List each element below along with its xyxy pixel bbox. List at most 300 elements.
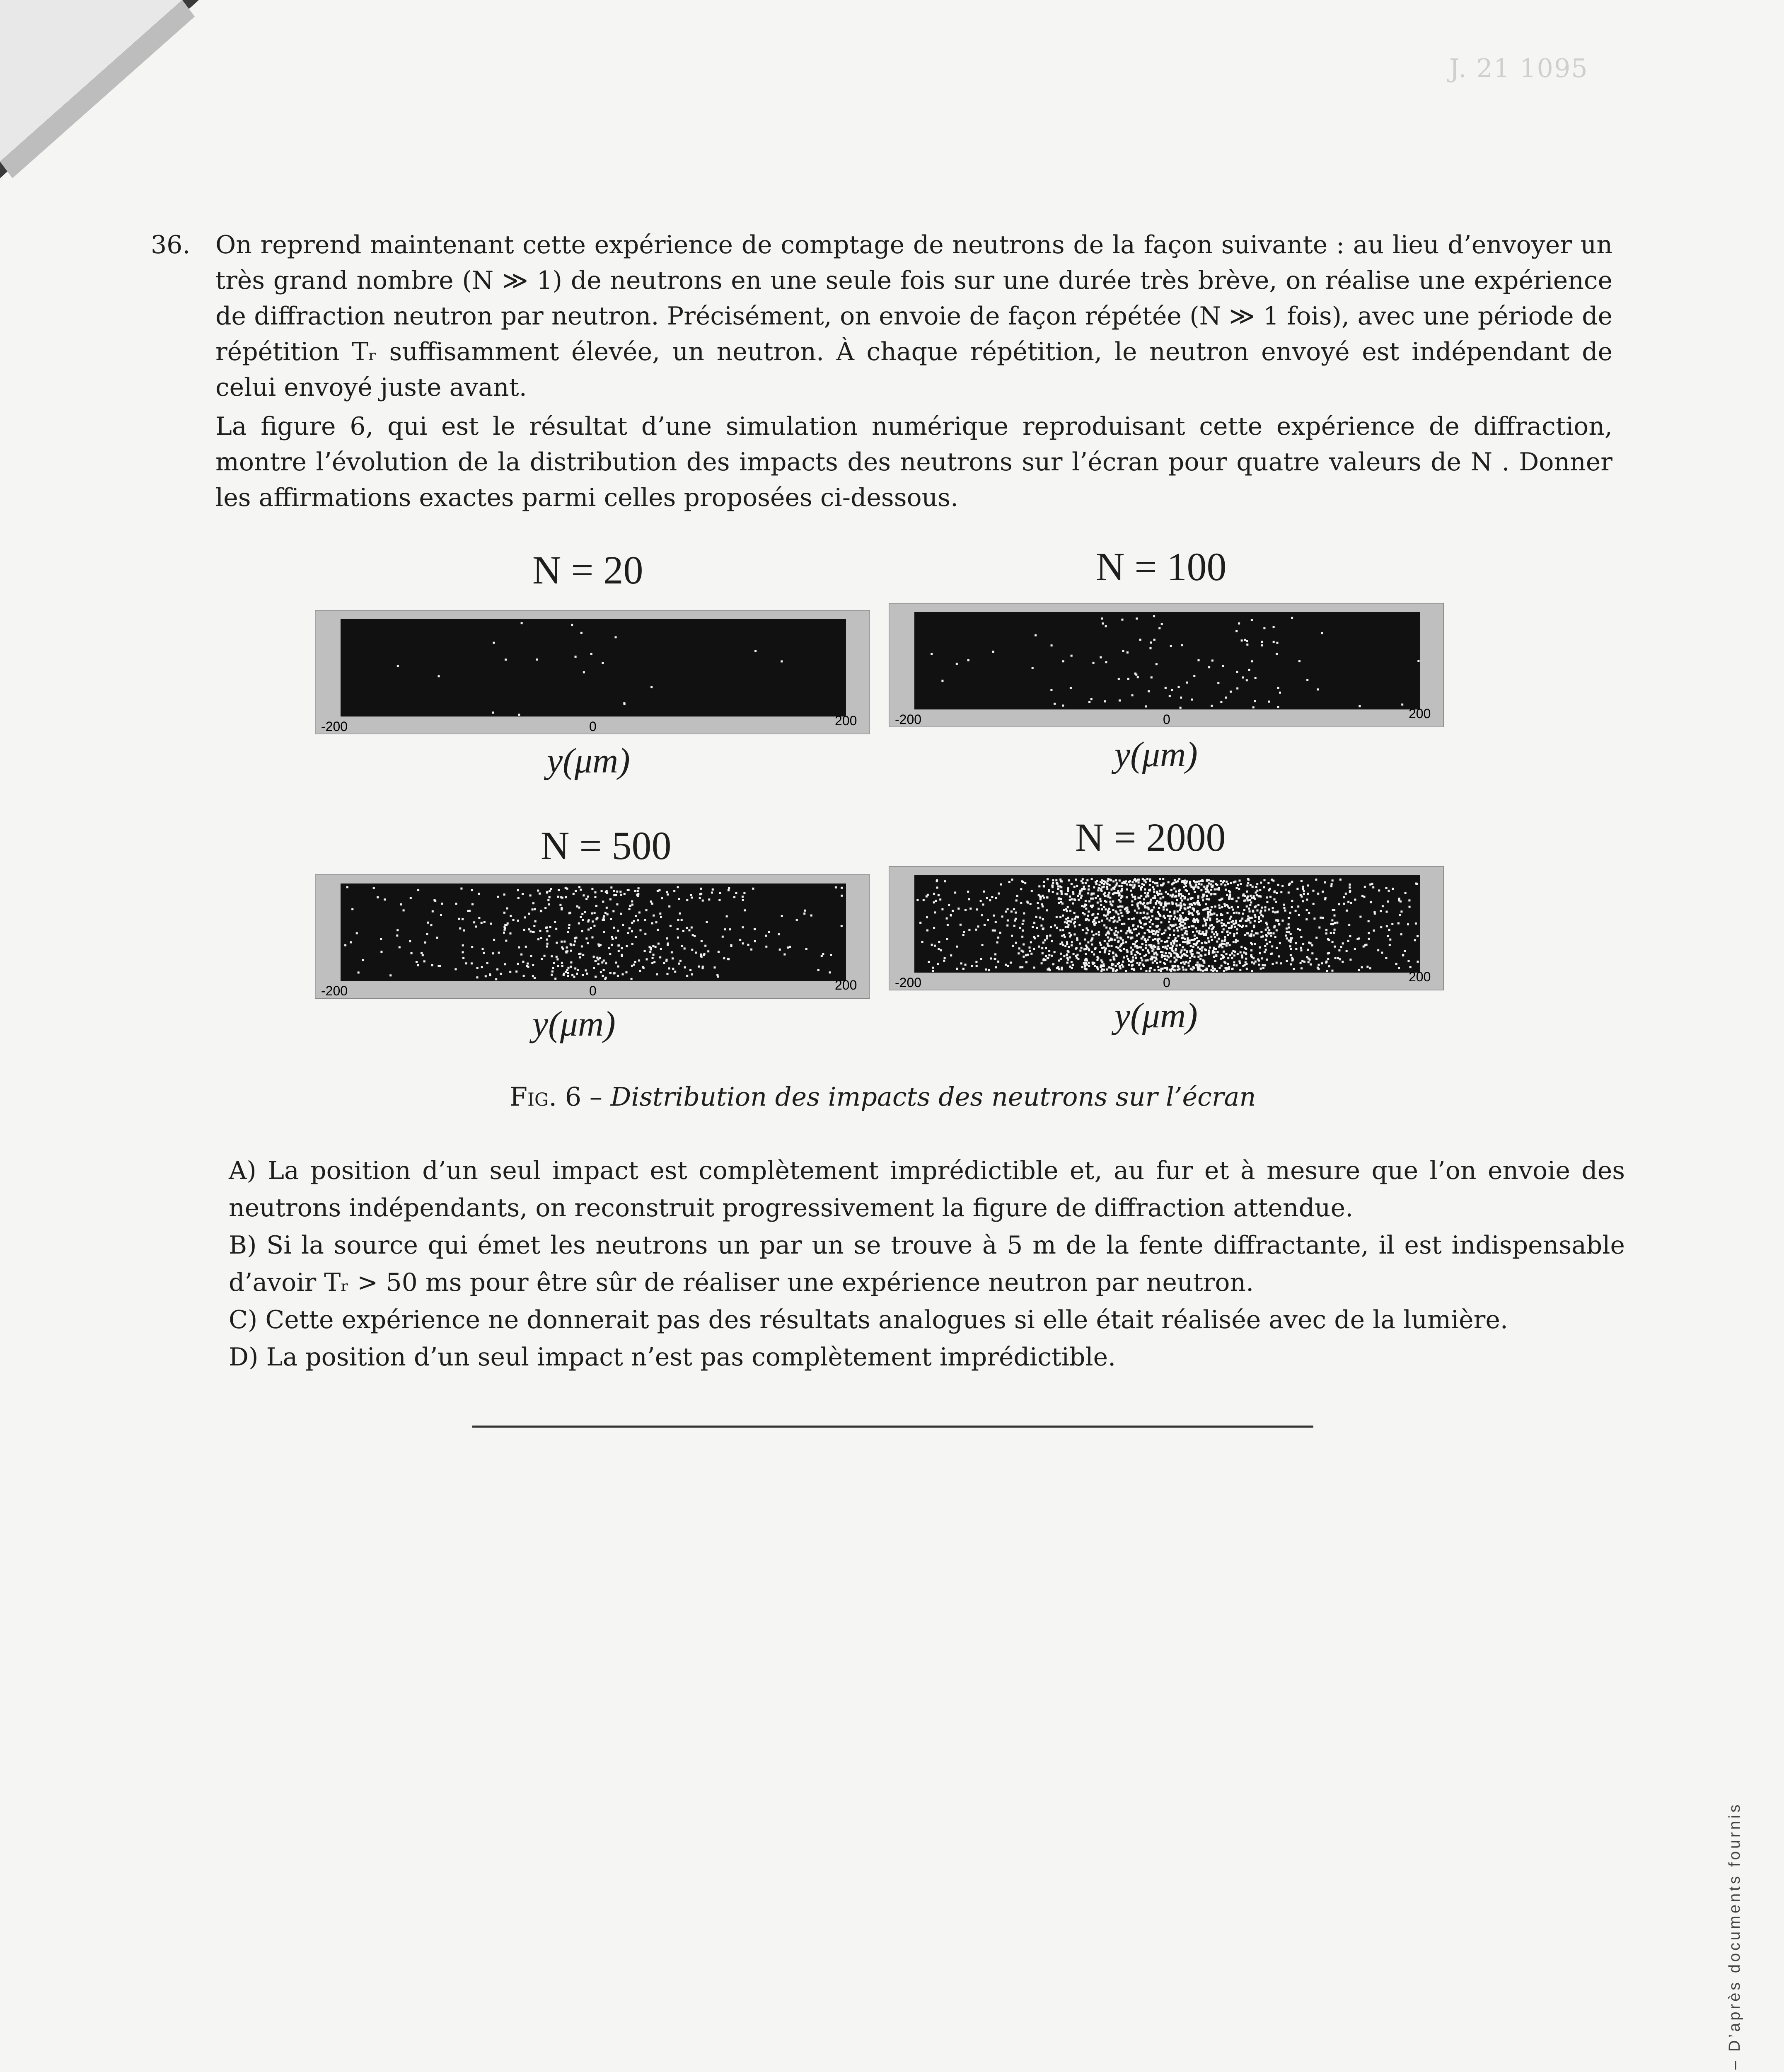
impact-dot [1060,953,1062,955]
impact-dot [1090,939,1092,942]
impact-dot [1035,634,1037,637]
impact-dot [1138,879,1140,881]
impact-dot [1180,957,1182,959]
impact-dot [1066,893,1068,895]
impact-dot [1284,907,1286,909]
impact-dot [583,671,585,673]
impact-dot [689,969,691,971]
impact-dot [1226,942,1228,944]
impact-dot [1303,961,1305,963]
impact-dot [926,929,928,932]
impact-dot [1232,909,1234,911]
impact-dot [1037,902,1039,904]
impact-dot [1174,939,1176,942]
impact-dot [534,977,536,979]
impact-dot [1254,920,1256,922]
impact-dot [1404,892,1407,894]
impact-dot [1062,915,1064,917]
impact-dot [668,905,670,908]
impact-dot [1106,888,1108,890]
impact-dot [1373,929,1375,932]
impact-dot [704,945,706,947]
impact-dot [1273,641,1275,643]
impact-dot [1131,937,1134,939]
impact-dot [1380,926,1382,928]
impact-dot [1103,925,1105,927]
impact-dot [557,896,559,898]
impact-dot [1245,953,1247,955]
impact-dot [548,935,550,937]
impact-dot [544,955,546,957]
impact-dot [1153,948,1155,950]
impact-dot [1374,913,1376,915]
impact-dot [1198,883,1200,885]
impact-dot [1041,962,1043,964]
impact-dot [1325,897,1327,899]
impact-dot [1183,886,1185,888]
impact-dot [1148,916,1150,918]
impact-dot [1282,920,1284,922]
impact-dot [1126,651,1129,654]
impact-dot [1255,677,1257,679]
impact-dot [744,909,746,911]
impact-dot [1154,960,1156,962]
impact-dot [1081,947,1083,949]
impact-dot [962,968,965,970]
impact-dot [1226,904,1228,906]
impact-dot [1067,906,1069,908]
impact-dot [1172,894,1174,896]
impact-dot [1223,951,1225,953]
impact-dot [1075,948,1077,950]
impact-dot [1207,937,1209,939]
impact-dot [1114,920,1116,922]
impact-dot [1188,926,1190,928]
impact-dot [1215,955,1217,957]
impact-dot [605,962,607,964]
impact-dot [1117,932,1119,934]
impact-dot [1071,655,1073,657]
impact-dot [1291,617,1293,619]
impact-dot [562,948,564,950]
impact-dot [1276,653,1278,655]
impact-dot [1083,948,1085,950]
impact-dot [1238,622,1240,625]
impact-dot [567,931,569,933]
impact-dot [1255,916,1257,918]
impact-dot [651,962,653,964]
impact-dot [1169,915,1171,917]
impact-dot [1301,896,1303,898]
impact-dot [1093,886,1095,888]
impact-dot [987,919,989,921]
impact-dot [989,899,991,901]
impact-dot [1176,917,1178,920]
impact-dot [1149,889,1151,891]
impact-dot [651,903,653,905]
impact-dot [976,965,978,967]
impact-dot [968,898,970,900]
source-note: D’après documents fournis [1726,1802,1743,2052]
impact-dot [1301,936,1303,938]
impact-dot [1315,937,1317,939]
impact-dot [1096,917,1098,919]
impact-dot [1172,945,1174,947]
impact-dot [1131,918,1133,920]
impact-dot [1041,903,1043,905]
impact-dot [1194,956,1196,958]
impact-dot [1249,904,1251,906]
impact-dot [681,919,683,921]
impact-dot [585,937,587,939]
impact-dot [1240,946,1243,948]
impact-dot [1291,957,1293,959]
impact-dot [540,910,542,912]
impact-dot [1343,903,1345,905]
impact-dot [1115,884,1117,886]
impact-dot [1097,902,1099,904]
impact-dot [1150,946,1152,948]
impact-dot [517,963,519,965]
impact-dot [1069,896,1071,898]
impact-dot [1400,910,1402,913]
impact-dot [1193,967,1195,969]
impact-dot [485,975,487,977]
impact-dot [726,915,728,917]
impact-dot [1190,950,1192,952]
impact-dot [1368,932,1370,934]
impact-dot [396,934,398,937]
impact-dot [1175,924,1177,926]
impact-dot [1193,943,1195,945]
impact-dot [1164,967,1166,969]
impact-dot [1155,663,1158,665]
impact-dot [1202,925,1204,927]
impact-dot [1014,920,1016,922]
impact-dot [1218,920,1220,922]
impact-dot [1218,887,1220,889]
impact-dot [1112,900,1114,903]
impact-dot [1214,905,1216,908]
impact-dot [1194,891,1196,893]
impact-dot [1178,890,1180,892]
detector-screen [341,619,846,716]
impact-dot [1150,910,1152,912]
impact-dot [956,946,958,948]
impact-dot [1182,895,1184,897]
impact-dot [707,950,709,952]
impact-dot [1084,966,1086,968]
impact-dot [783,954,786,956]
impact-dot [728,887,730,889]
impact-dot [1388,929,1390,931]
impact-dot [1171,896,1173,898]
impact-dot [1152,939,1154,941]
impact-dot [1216,884,1218,886]
impact-dot [1082,912,1084,914]
impact-dot [995,897,997,899]
impact-dot [1071,898,1073,900]
impact-dot [1145,944,1147,946]
impact-dot [1163,908,1165,910]
impact-dot [1000,884,1002,886]
impact-dot [1198,932,1200,934]
impact-dot [1227,957,1229,959]
impact-dot [528,928,530,930]
impact-dot [1101,882,1103,884]
impact-dot [650,900,652,903]
impact-dot [1109,901,1111,903]
impact-dot [1259,946,1261,949]
impact-dot [1066,962,1068,964]
impact-dot [1402,954,1404,956]
impact-dot [1387,935,1389,937]
impact-dot [1133,968,1135,971]
impact-dot [1187,907,1189,909]
impact-dot [752,888,754,890]
impact-dot [1166,909,1168,911]
impact-dot [677,919,679,921]
impact-dot [1209,911,1211,913]
impact-dot [583,894,585,896]
impact-dot [957,908,960,910]
impact-dot [1260,968,1262,970]
detector-screen [914,612,1420,709]
impact-dot [1120,937,1122,939]
impact-dot [1202,970,1204,972]
impact-dot [1223,970,1225,972]
impact-dot [967,891,969,893]
impact-dot [653,915,655,917]
impact-dot [635,915,637,917]
impact-dot [1098,887,1100,889]
impact-dot [1168,921,1170,923]
impact-dot [1230,691,1232,693]
impact-dot [1134,943,1136,945]
impact-dot [934,911,936,913]
impact-dot [1208,953,1210,955]
impact-dot [1361,895,1363,897]
impact-dot [1049,934,1052,937]
impact-dot [754,940,756,942]
impact-dot [1206,887,1208,889]
impact-dot [1164,941,1166,943]
impact-dot [1154,895,1156,897]
impact-dot [936,879,938,881]
impact-dot [1235,964,1238,966]
impact-dot [1221,906,1223,908]
impact-dot [1253,895,1255,897]
impact-dot [1138,897,1140,899]
impact-dot [1210,884,1212,886]
impact-dot [458,918,460,920]
impact-dot [765,946,767,948]
impact-dot [1230,916,1232,918]
impact-dot [1042,942,1044,944]
impact-dot [1010,962,1012,964]
panel-2-n-label: N = 100 [1096,545,1227,589]
impact-dot [1042,905,1044,908]
impact-dot [652,945,654,947]
impact-dot [1273,926,1275,928]
impact-dot [380,938,382,940]
impact-dot [971,965,973,967]
impact-dot [1391,923,1393,925]
impact-dot [1188,893,1190,895]
impact-dot [615,961,617,963]
impact-dot [1290,933,1292,935]
impact-dot [1167,945,1169,947]
impact-dot [594,912,596,914]
impact-dot [686,927,688,929]
impact-dot [944,880,946,882]
impact-dot [1146,970,1148,972]
impact-dot [1317,688,1319,690]
impact-dot [1156,885,1158,887]
impact-dot [1228,898,1230,900]
impact-dot [1122,961,1124,963]
impact-dot [1170,970,1172,972]
impact-dot [1182,921,1184,923]
impact-dot [373,887,375,889]
impact-dot [577,969,579,971]
impact-dot [1178,895,1180,897]
impact-dot [1212,951,1214,954]
impact-dot [1045,955,1047,957]
impact-dot [1132,956,1134,959]
printer-side-note [1726,1802,1744,2072]
impact-dot [1313,917,1315,920]
impact-dot [1109,920,1111,922]
impact-dot [1175,903,1177,905]
impact-dot [1101,961,1103,963]
impact-dot [1280,962,1282,964]
impact-dot [701,956,703,958]
impact-dot [1112,893,1114,895]
impact-dot [1293,968,1295,970]
impact-dot [1188,965,1190,967]
impact-dot [1138,933,1140,935]
impact-dot [1226,968,1228,970]
impact-dot [616,891,618,893]
impact-dot [1082,878,1084,880]
impact-dot [1279,942,1281,944]
impact-dot [1054,925,1056,927]
impact-dot [1123,923,1125,925]
impact-dot [1156,954,1158,956]
impact-dot [1207,911,1209,913]
impact-dot [1131,894,1133,896]
impact-dot [1303,893,1305,895]
impact-dot [1114,932,1116,934]
impact-dot [1090,893,1093,896]
impact-dot [1135,880,1137,882]
impact-dot [1046,937,1048,939]
impact-dot [1148,936,1151,938]
impact-dot [1119,885,1121,887]
impact-dot [695,951,697,954]
impact-dot [1122,882,1124,884]
impact-dot [1201,896,1204,898]
impact-dot [1248,669,1250,671]
impact-dot [1333,932,1335,934]
impact-dot [1154,897,1156,899]
impact-dot [601,961,603,963]
impact-dot [1217,951,1219,953]
impact-dot [1131,964,1134,966]
impact-dot [1099,898,1101,900]
impact-dot [997,961,999,963]
impact-dot [1019,966,1021,968]
impact-dot [1173,952,1175,954]
impact-dot [1046,896,1048,898]
impact-dot [1067,887,1069,889]
impact-dot [1328,965,1330,967]
impact-dot [1291,881,1293,883]
impact-dot [624,893,626,895]
impact-dot [1149,926,1151,928]
impact-dot [1246,905,1248,908]
impact-dot [1270,932,1272,934]
impact-dot [1183,903,1185,905]
impact-dot [1138,885,1140,887]
impact-dot [1296,888,1298,890]
impact-dot [1029,946,1031,949]
impact-dot [1328,952,1330,954]
impact-dot [610,918,612,920]
impact-dot [471,946,473,948]
impact-dot [1176,905,1178,907]
impact-dot [606,892,608,894]
impact-dot [1219,967,1221,969]
impact-dot [1156,962,1158,964]
impact-dot [1214,888,1216,891]
impact-dot [829,971,831,973]
impact-dot [1182,961,1184,963]
impact-dot [539,930,541,932]
impact-dot [1258,895,1260,897]
impact-dot [1143,898,1145,900]
impact-dot [1073,886,1076,888]
impact-dot [1359,705,1361,707]
impact-dot [1117,913,1119,915]
impact-dot [1264,910,1266,912]
impact-dot [1185,930,1187,932]
impact-dot [1049,969,1051,971]
impact-dot [1093,920,1095,922]
impact-dot [1117,921,1119,923]
impact-dot [591,888,593,890]
impact-dot [1361,966,1363,968]
impact-dot [1231,957,1233,959]
impact-dot [1349,890,1351,892]
impact-dot [1134,896,1136,898]
impact-dot [1138,964,1140,966]
impact-dot [1368,938,1370,940]
impact-dot [582,919,584,921]
impact-dot [1240,883,1242,885]
impact-dot [1298,914,1300,916]
impact-dot [1088,962,1090,964]
impact-dot [1278,924,1280,926]
impact-dot [1400,900,1402,903]
impact-dot [1303,890,1305,892]
impact-dot [626,945,628,947]
impact-dot [787,946,789,949]
impact-dot [1127,678,1129,680]
impact-dot [660,916,662,918]
impact-dot [566,946,568,949]
